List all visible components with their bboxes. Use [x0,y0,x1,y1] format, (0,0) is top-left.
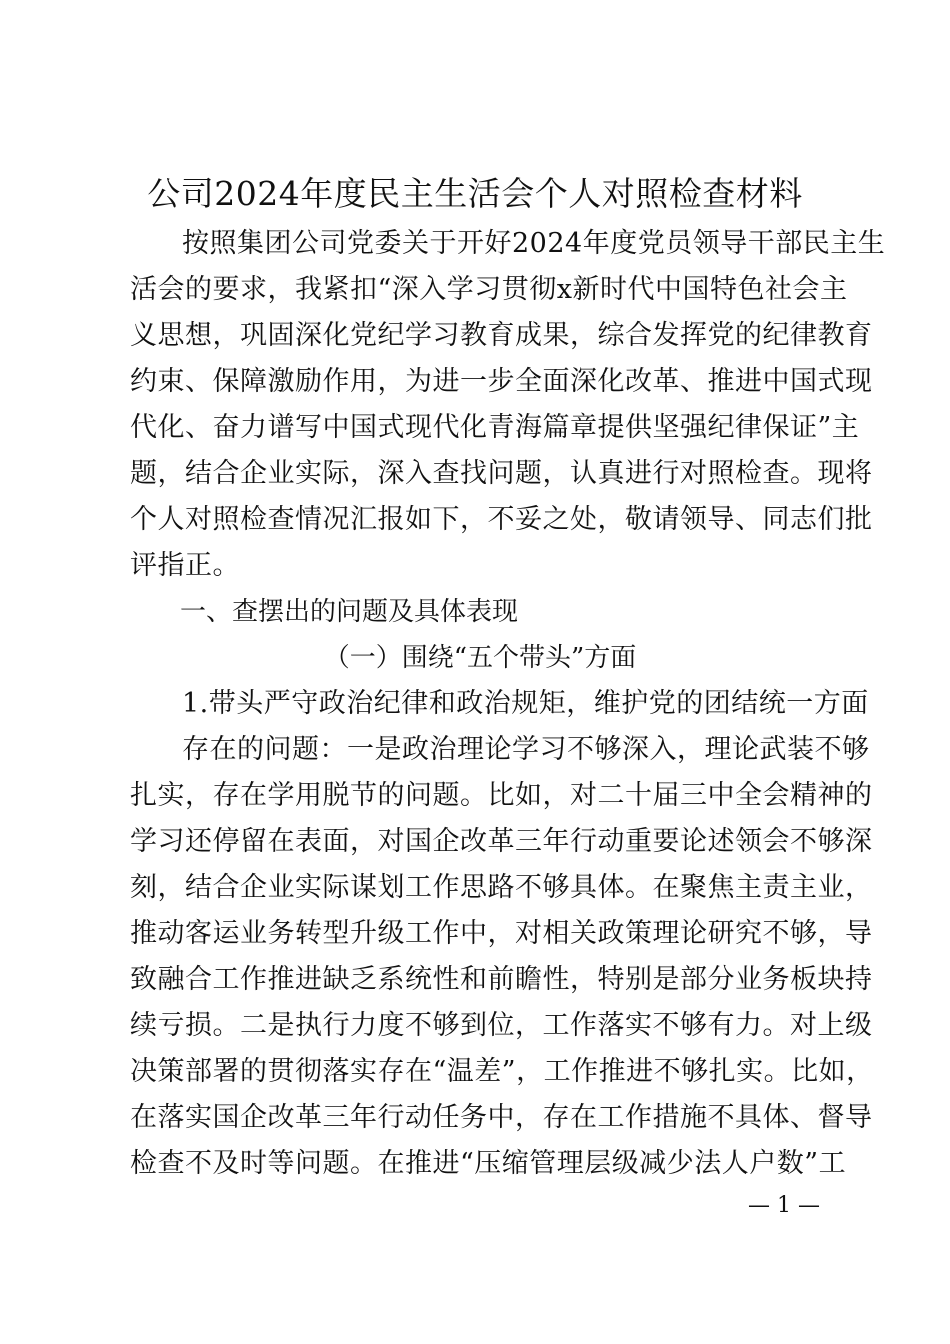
intro-line: 义思想，巩固深化党纪学习教育成果，综合发挥党的纪律教育 [130,320,873,351]
body-line: 检查不及时等问题。在推进“压缩管理层级减少法人户数”工 [130,1148,847,1179]
intro-line: 活会的要求，我紧扣“深入学习贯彻x新时代中国特色社会主 [130,274,848,305]
body-line: 续亏损。二是执行力度不够到位，工作落实不够有力。对上级 [130,1010,873,1041]
intro-line: 按照集团公司党委关于开好2024年度党员领导干部民主生 [182,228,886,259]
document-title: 公司2024年度民主生活会个人对照检查材料 [147,174,803,213]
subsection-heading: （一）围绕“五个带头”方面 [323,643,637,673]
intro-line: 个人对照检查情况汇报如下，不妥之处，敬请领导、同志们批 [130,504,873,535]
body-line: 决策部署的贯彻落实存在“温差”，工作推进不够扎实。比如， [130,1056,874,1087]
body-line: 刻，结合企业实际谋划工作思路不够具体。在聚焦主责主业， [130,872,873,903]
page-number: — 1 — [748,1193,820,1218]
intro-line: 题，结合企业实际，深入查找问题，认真进行对照检查。现将 [130,458,873,489]
body-line: 致融合工作推进缺乏系统性和前瞻性，特别是部分业务板块持 [130,964,873,995]
body-line: 扎实，存在学用脱节的问题。比如，对二十届三中全会精神的 [130,780,873,811]
body-line: 存在的问题：一是政治理论学习不够深入，理论武装不够 [182,734,870,765]
intro-line: 约束、保障激励作用，为进一步全面深化改革、推进中国式现 [130,366,873,397]
intro-line: 代化、奋力谱写中国式现代化青海篇章提供坚强纪律保证”主 [130,412,860,443]
body-line: 在落实国企改革三年行动任务中，存在工作措施不具体、督导 [130,1102,873,1133]
item-heading: 1.带头严守政治纪律和政治规矩，维护党的团结统一方面 [182,688,869,719]
body-line: 推动客运业务转型升级工作中，对相关政策理论研究不够，导 [130,918,873,949]
body-line: 学习还停留在表面，对国企改革三年行动重要论述领会不够深 [130,826,873,857]
intro-line: 评指正。 [130,550,240,581]
section-heading: 一、查摆出的问题及具体表现 [180,597,519,627]
